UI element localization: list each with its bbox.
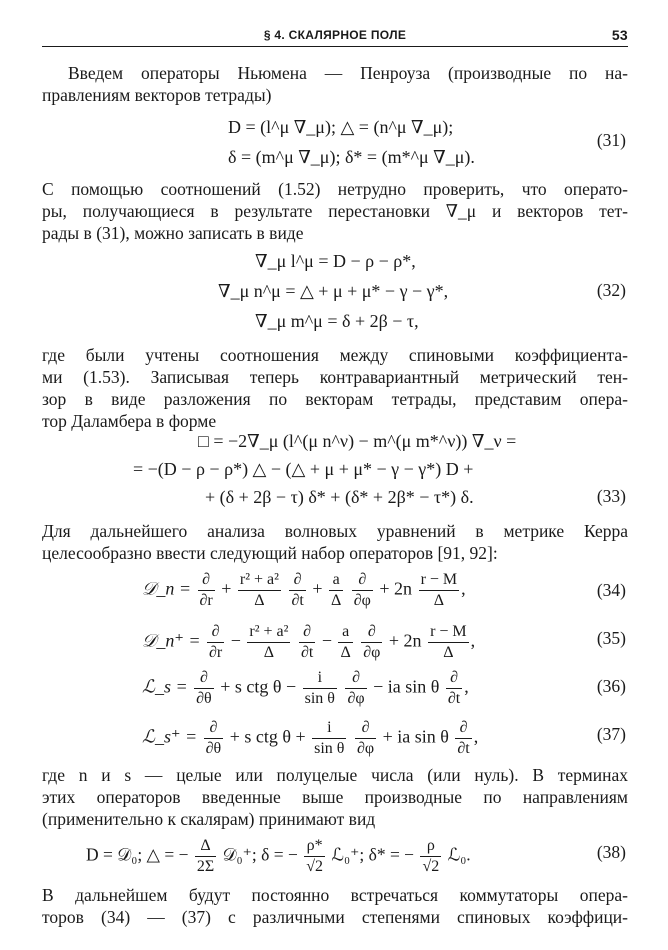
equation-37 xyxy=(142,718,478,759)
equation-34: 𝒟_n = $\frac{\partial}{\partial r}$ + $\frac{\text{r² + a²}}{\Delta}$ $\frac{\partial}{\partial t}$ + $\frac{a}{\Delta}$ $\frac{\partial}{\partial\varphi}$ + 2n $\frac{r - M}{\Delta}$ , xyxy=(142,571,466,609)
fraction: $\frac{\partial}{\partial\varphi}$ xyxy=(347,669,365,707)
equation-33-line-2: = −(D − ρ − ρ*) △ − (△ + μ + μ* − γ − γ*) D + xyxy=(133,459,474,479)
text-line: зор в виде разложения по векторам тетрады, представим опера- xyxy=(42,389,628,409)
fraction: $\frac{\partial}{\partial t}$ xyxy=(300,623,314,661)
paragraph-intro xyxy=(42,62,628,106)
eq-lhs: ℒ_s⁺ = xyxy=(142,726,198,747)
equation-31-line-1: D = (l^μ ∇_μ); △ = (n^μ ∇_μ); xyxy=(228,117,454,137)
equation-number: (33) xyxy=(596,486,626,506)
equation-32-line-1: ∇_μ l^μ = D − ρ − ρ*, xyxy=(255,251,416,271)
text-line: Введем операторы Ньюмена — Пенроуза (производные по на- xyxy=(68,63,628,83)
running-header xyxy=(42,24,628,47)
fraction: $\frac{a}{\Delta}$ xyxy=(330,571,342,609)
fraction: $\frac{\rho}{√2}$ xyxy=(422,837,440,875)
equation-number: (36) xyxy=(596,676,626,696)
fraction: $\frac{\partial}{\partial\theta}$ xyxy=(205,719,222,757)
fraction: $\frac{\partial}{\partial r}$ xyxy=(209,623,223,661)
text-line: ры, получающиеся в результате перестановки ∇_μ и векторов тет- xyxy=(42,201,628,221)
equation-31-line-2: δ = (m^μ ∇_μ); δ* = (m*^μ ∇_μ). xyxy=(228,147,475,167)
fraction: $\frac{\partial}{\partial\varphi}$ xyxy=(363,623,381,661)
eq-term: + 2n xyxy=(379,578,413,599)
equation-36 xyxy=(142,668,469,709)
text-line: рады в (31), можно записать в виде xyxy=(42,223,304,243)
eq-tail: , xyxy=(461,578,466,599)
fraction: $\frac{\text{r² + a²}}{\Delta}$ xyxy=(239,571,279,609)
paragraph-dalembert xyxy=(42,344,628,432)
eq-term: 𝒟₀⁺; δ = − xyxy=(222,844,298,865)
fraction: $\frac{i}{\text{sin θ}}$ xyxy=(314,719,345,757)
equation-number: (38) xyxy=(596,842,626,862)
eq-lhs: 𝒟_n = xyxy=(142,578,192,599)
equation-32-line-3: ∇_μ m^μ = δ + 2β − τ, xyxy=(255,311,419,331)
equation-number: (37) xyxy=(596,724,626,744)
text-line: тор Даламбера в форме xyxy=(42,411,217,431)
equation-33-line-1: □ = −2∇_μ (l^(μ n^ν) − m^(μ m*^ν)) ∇_ν = xyxy=(198,431,517,451)
fraction: $\frac{r - M}{\Delta}$ xyxy=(420,571,458,609)
fraction: $\frac{r - M}{\Delta}$ xyxy=(430,623,467,661)
eq-term: D = 𝒟₀; △ = − xyxy=(86,844,189,865)
fraction: $\frac{\partial}{\partial\varphi}$ xyxy=(356,719,375,757)
text-line: (применительно к скалярам) принимают вид xyxy=(42,809,376,829)
text-line: В дальнейшем будут постоянно встречаться коммутаторы опера- xyxy=(42,885,628,905)
eq-lhs: 𝒟_n⁺ = xyxy=(142,630,201,651)
paragraph-operators xyxy=(42,520,628,564)
text-line: целесообразно ввести следующий набор операторов [91, 92]: xyxy=(42,543,498,563)
equation-33-line-3: + (δ + 2β − τ) δ* + (δ* + 2β* − τ*) δ. xyxy=(205,487,474,507)
paragraph-permutation xyxy=(42,178,628,244)
equation-35: 𝒟_n⁺ = $\frac{\partial}{\partial r}$ − $\frac{\text{r² + a²}}{\Delta}$ $\frac{\partial}{\partial t}$ − $\frac{a}{\Delta}$ $\frac{\partial}{\partial\varphi}$ + 2n $\frac{r - M}{\Delta}$ , xyxy=(142,623,476,661)
text-line: где n и s — целые или полуцелые числа (или нуль). В терминах xyxy=(42,765,628,785)
fraction: $\frac{\partial}{\partial t}$ xyxy=(291,571,304,609)
text-line: этих операторов введенные выше производные по направлениям xyxy=(42,787,628,807)
equation-number: (31) xyxy=(596,130,626,150)
equation-38 xyxy=(86,836,471,877)
fraction: $\frac{\text{r² + a²}}{\Delta}$ xyxy=(249,623,289,661)
text-line: Для дальнейшего анализа волновых уравнений в метрике Керра xyxy=(42,521,628,541)
fraction: $\frac{\partial}{\partial t}$ xyxy=(447,669,461,707)
text-line: С помощью соотношений (1.52) нетрудно проверить, что операто- xyxy=(42,179,628,199)
fraction: $\frac{\partial}{\partial\varphi}$ xyxy=(353,571,371,609)
equation-32-line-2: ∇_μ n^μ = △ + μ + μ* − γ − γ*, xyxy=(218,281,449,301)
equation-number: (32) xyxy=(596,280,626,300)
eq-term: + 2n xyxy=(388,630,422,651)
eq-tail: , xyxy=(473,726,479,747)
eq-tail: , xyxy=(464,676,469,697)
fraction: $\frac{\Delta}{2\Sigma}$ xyxy=(196,837,215,875)
eq-term: + s ctg θ + xyxy=(229,726,306,747)
eq-term: ℒ₀. xyxy=(447,844,471,865)
fraction: $\frac{i}{\text{sin θ}}$ xyxy=(304,669,335,707)
fraction: $\frac{\rho*}{√2}$ xyxy=(306,837,324,875)
eq-term: − ia sin θ xyxy=(373,676,440,697)
text-line: правлениям векторов тетрады) xyxy=(42,85,272,105)
fraction: $\frac{a}{\Delta}$ xyxy=(340,623,351,661)
eq-lhs: ℒ_s = xyxy=(142,676,188,697)
fraction: $\frac{\partial}{\partial\theta}$ xyxy=(196,669,212,707)
eq-term: + ia sin θ xyxy=(382,726,449,747)
equation-number: (35) xyxy=(596,628,626,648)
section-title: § 4. СКАЛЯРНОЕ ПОЛЕ xyxy=(263,28,407,42)
fraction: $\frac{\partial}{\partial r}$ xyxy=(199,571,213,609)
text-line: где были учтены соотношения между спиновыми коэффициента- xyxy=(42,345,628,365)
fraction: $\frac{\partial}{\partial t}$ xyxy=(457,719,470,757)
text-line: торов (34) — (37) с различными степенями спиновых коэффици- xyxy=(42,907,628,927)
paragraph-commutators xyxy=(42,884,628,928)
page-number: 53 xyxy=(611,27,628,43)
eq-term: ℒ₀⁺; δ* = − xyxy=(331,844,415,865)
equation-number: (34) xyxy=(596,580,626,600)
text-line: ми (1.53). Записывая теперь контравариантный метрический тен- xyxy=(42,367,628,387)
eq-tail: , xyxy=(470,630,476,651)
paragraph-terms xyxy=(42,764,628,830)
eq-term: + s ctg θ − xyxy=(220,676,297,697)
